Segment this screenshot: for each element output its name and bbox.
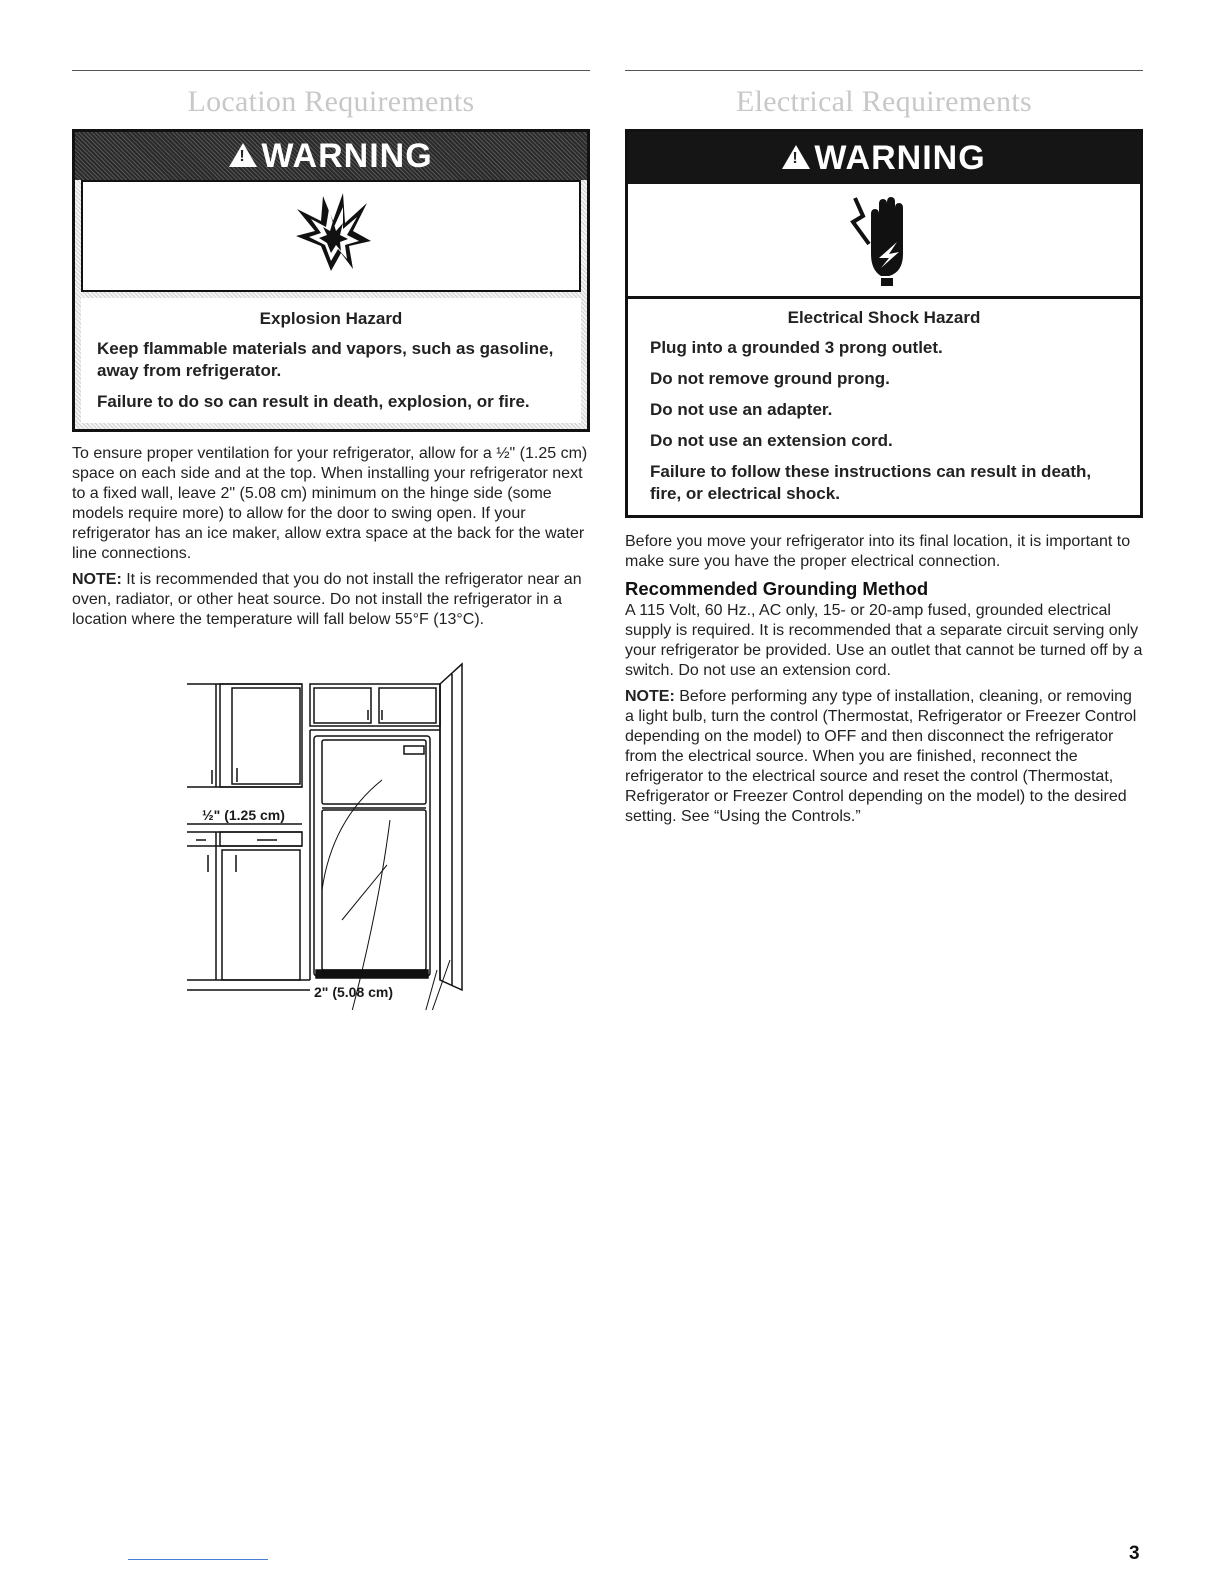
hazard-title: Explosion Hazard [259,309,403,328]
connection-paragraph: Before you move your refrigerator into its final location, it is important to make sure you have the proper electrical connection. [625,533,1131,570]
warning-line: Failure to follow these instructions can result in death, fire, or electrical shock. [650,462,1092,503]
warning-header [628,132,1140,184]
explosion-icon [291,191,371,281]
section-title: Location Requirements [187,85,475,118]
grounding-paragraph: A 115 Volt, 60 Hz., AC only, 15- or 20-amp fused, grounded electrical supply is required. It is recommended that a separate circuit serving only your refrigerator be provided. Use an outlet that cannot be turned off by a switch. Do not use an extension cord. [625,602,1143,679]
warning-header [75,132,587,180]
warning-line: Failure to do so can result in death, explosion, or fire. [97,392,530,411]
hazard-icon-area [81,180,581,292]
hazard-title: Electrical Shock Hazard [787,308,981,327]
warning-line: Keep flammable materials and vapors, such as gasoline, away from refrigerator. [97,339,554,380]
electric-shock-hand-icon [849,192,919,288]
bottom-clearance-label: 2" (5.08 cm) [314,984,394,1000]
warning-label: WARNING [814,138,986,177]
note-label: NOTE: [72,571,122,588]
top-rule [625,70,1143,71]
note-paragraph [72,570,590,630]
warning-label: WARNING [261,136,433,175]
warning-text [628,299,1140,515]
electrical-requirements-section [625,70,1143,833]
explosion-warning-box [72,129,590,432]
warning-text [81,298,581,423]
clearance-diagram [182,660,482,1010]
refrigerator [310,730,440,1010]
location-requirements-section [72,70,590,1000]
side-wall [440,664,462,990]
warning-line: Do not use an adapter. [650,400,833,419]
ventilation-paragraph: To ensure proper ventilation for your refrigerator, allow for a ½" (1.25 cm) space on each side and at the top. When installing your refrigerator next to a fixed wall, leave 2" (5.08 cm) minimum on the hinge side (some models require more) to allow for the door to swing open. If your refrigerator has an ice maker, allow extra space at the back for the water line connections. [72,445,588,562]
side-clearance-label: ½" (1.25 cm) [202,807,285,823]
grounding-subheading: Recommended Grounding Method [625,578,929,599]
note-label: NOTE: [625,688,675,705]
note-text: It is recommended that you do not install the refrigerator near an oven, radiator, or other heat source. Do not install the refrigerator in a location where the temperature will fall below 55°F (13°C). [72,571,582,628]
note-text: Before performing any type of installation, cleaning, or removing a light bulb, turn the control (Thermostat, Refrigerator or Freezer Control depending on the model) to OFF and then disconnect the refrigerator from the electrical source. When you are finished, reconnect the refrigerator to the electrical source and reset the control (Thermostat, Refrigerator or Freezer Control depending on the model) to the desired setting. See “Using the Controls.” [625,688,1137,825]
warning-line: Plug into a grounded 3 prong outlet. [650,338,943,357]
warning-triangle-icon [782,145,810,169]
warning-triangle-icon [229,143,257,167]
footer-line [128,1559,268,1560]
warning-line: Do not use an extension cord. [650,431,893,450]
warning-frame [75,180,587,429]
hazard-icon-area [628,184,1140,299]
lower-cabinets [187,824,310,990]
shock-warning-box [625,129,1143,518]
section-title: Electrical Requirements [736,85,1032,118]
warning-line: Do not remove ground prong. [650,369,890,388]
page-number: 3 [1129,1543,1140,1564]
note-paragraph [625,687,1143,827]
top-rule [72,70,590,71]
